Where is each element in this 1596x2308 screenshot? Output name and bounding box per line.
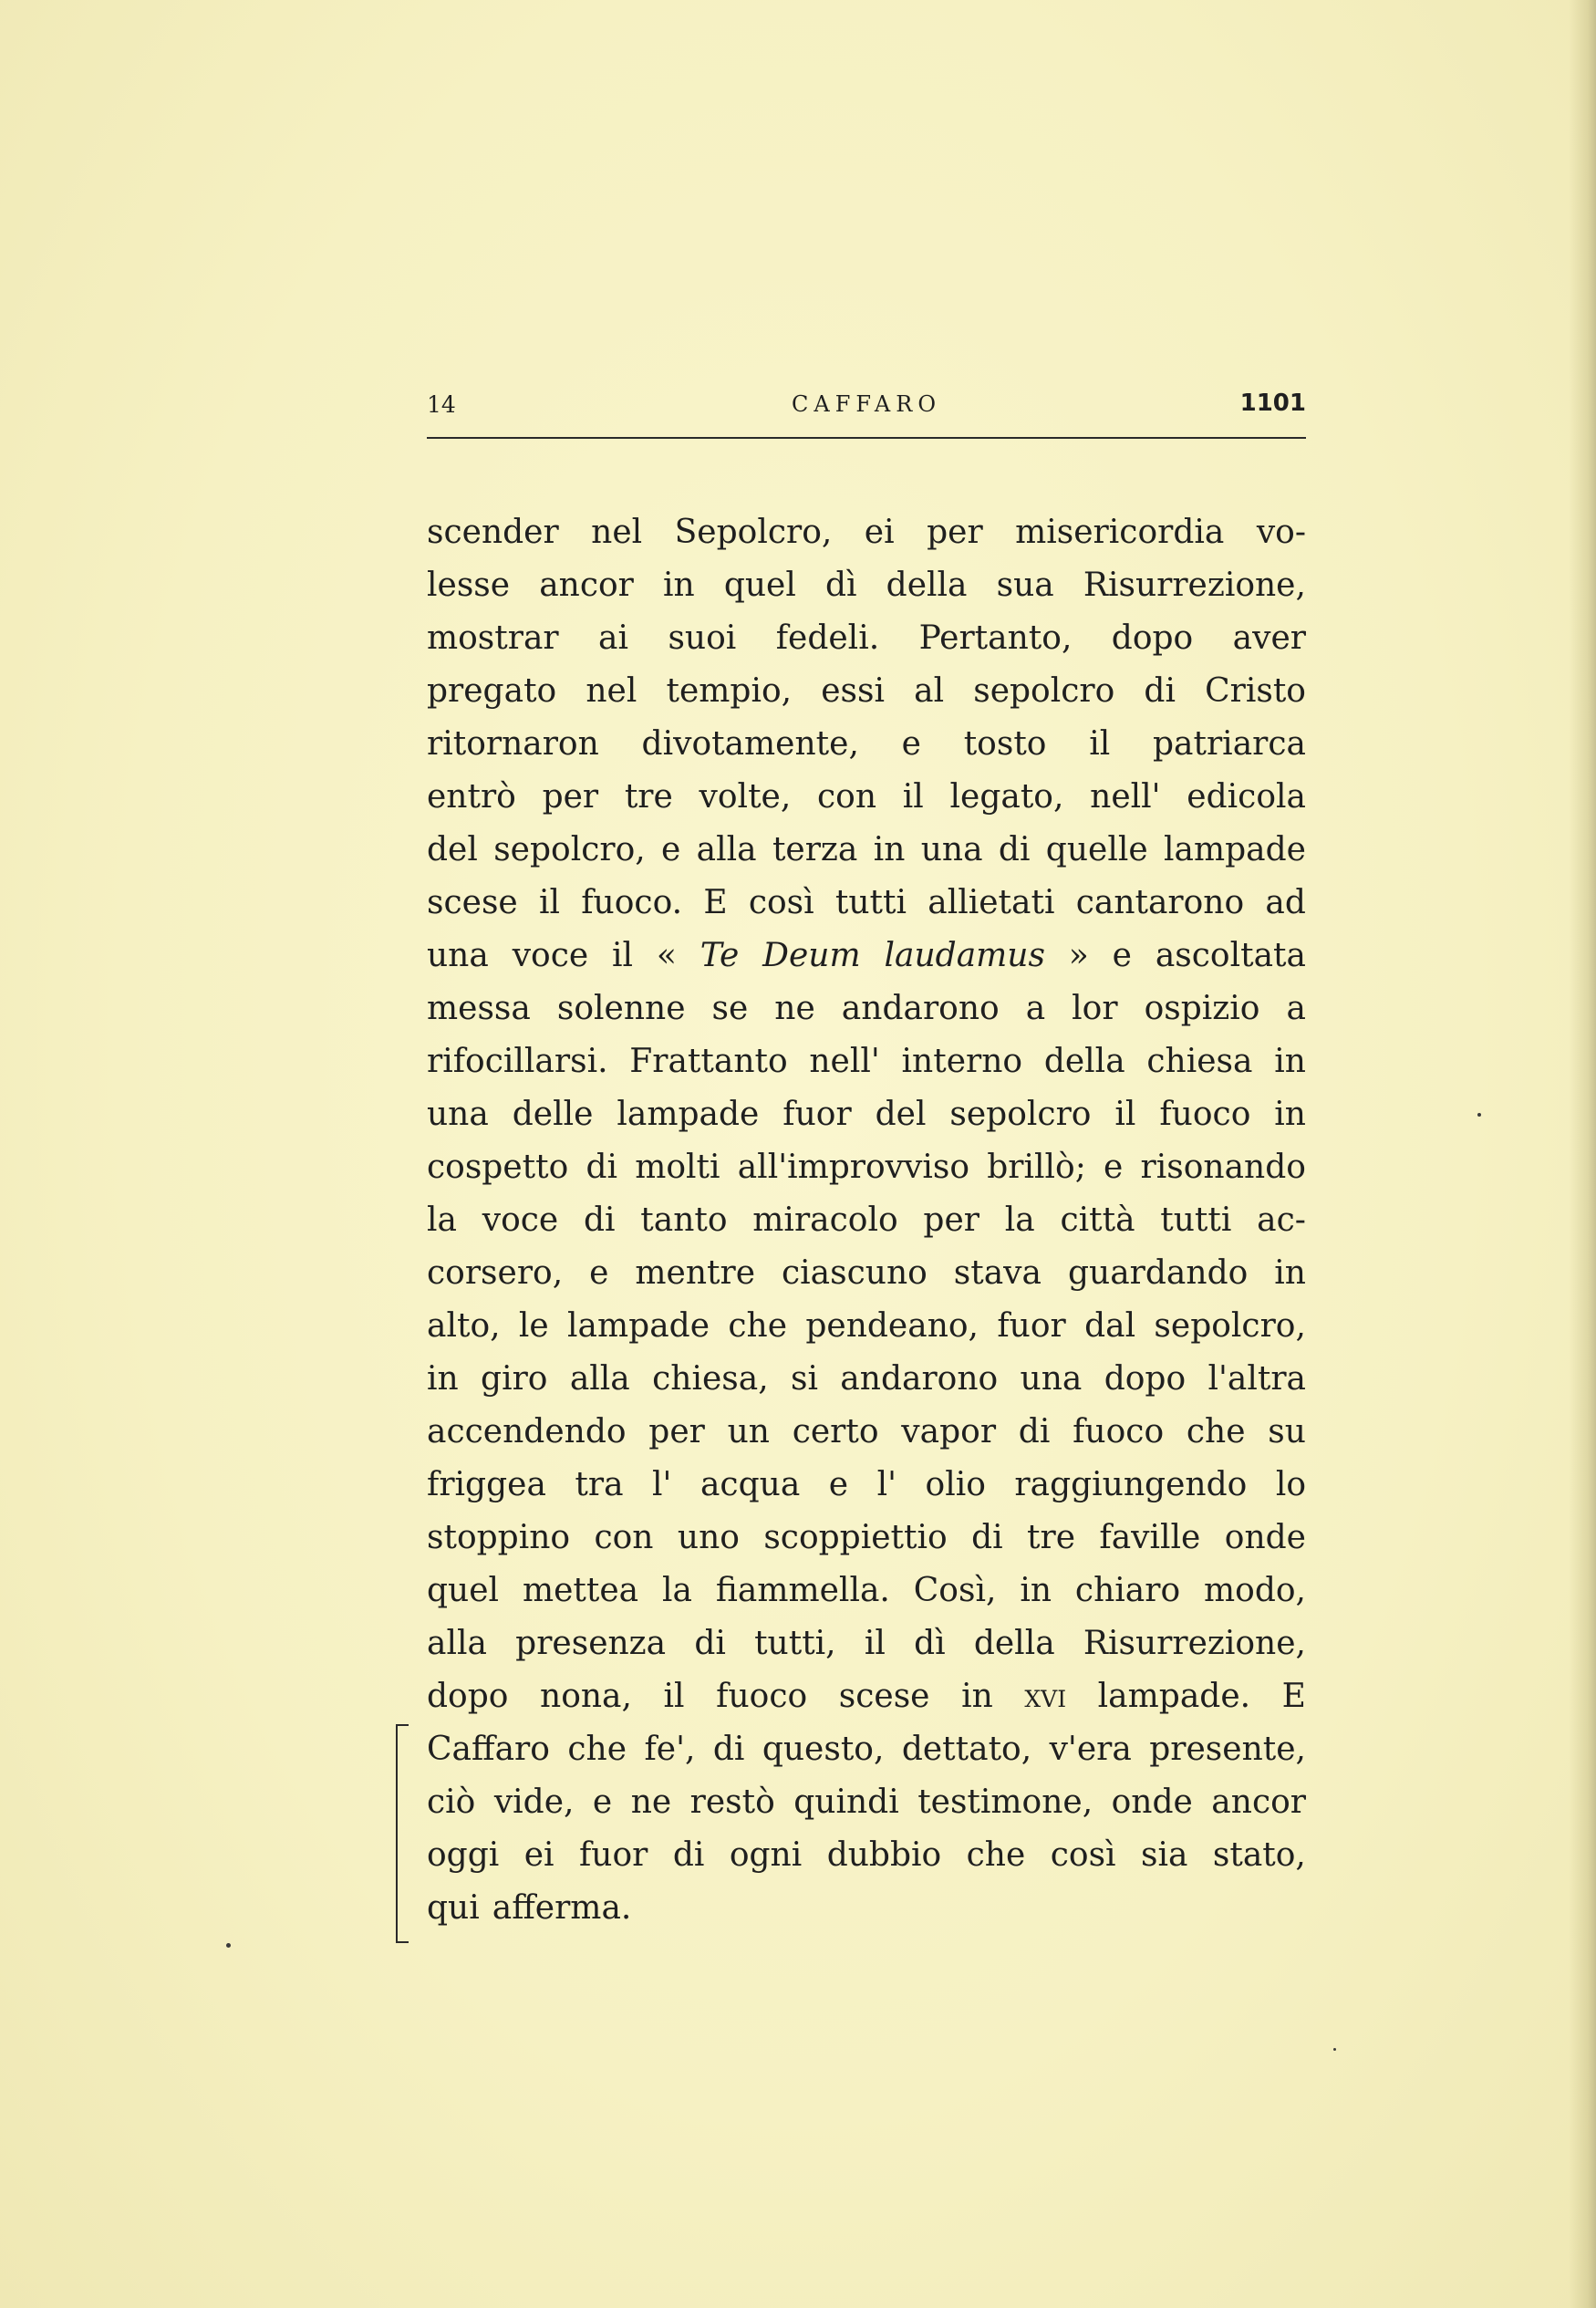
word: messa — [427, 990, 531, 1027]
word: in — [427, 1360, 459, 1398]
word: il — [1089, 725, 1111, 763]
word: tutti, — [754, 1625, 836, 1662]
word: acqua — [700, 1466, 801, 1503]
word: dopo — [1104, 1360, 1187, 1398]
text-line — [427, 1670, 1306, 1723]
word: friggea — [427, 1466, 546, 1503]
word: vapor — [901, 1413, 997, 1450]
word: pregato — [427, 672, 557, 710]
running-header — [427, 388, 1306, 424]
word: lampade — [567, 1307, 710, 1345]
word: alla — [569, 1360, 630, 1398]
word: ei — [523, 1836, 554, 1874]
word: in — [873, 831, 906, 868]
word: terza — [772, 831, 858, 868]
word: giro — [481, 1360, 548, 1398]
word: e — [1112, 937, 1132, 974]
word: Risurrezione, — [1083, 567, 1306, 604]
word: un — [727, 1413, 770, 1450]
word: cantarono — [1075, 884, 1245, 921]
word: della — [886, 567, 968, 604]
text-line — [427, 665, 1306, 718]
word: entrò — [427, 778, 516, 816]
word: lampade. — [1097, 1678, 1251, 1715]
word: delle — [512, 1096, 594, 1133]
text-line — [427, 1247, 1306, 1300]
word: se — [711, 990, 749, 1027]
word: risonando — [1140, 1149, 1306, 1186]
word: afferma. — [492, 1889, 632, 1927]
word: di — [998, 831, 1031, 868]
word: dopo — [1111, 619, 1194, 657]
word: andarono — [841, 990, 1000, 1027]
word: il — [612, 937, 634, 974]
text-line — [427, 559, 1306, 612]
word: la — [1004, 1201, 1035, 1239]
text-line — [427, 506, 1306, 559]
word: nel — [591, 514, 643, 551]
word: l' — [652, 1466, 672, 1503]
word: olio — [925, 1466, 986, 1503]
word: oggi — [427, 1836, 500, 1874]
word: di — [586, 1149, 618, 1186]
word: a — [1286, 990, 1306, 1027]
text-line — [427, 982, 1306, 1035]
word: accendendo — [427, 1413, 627, 1450]
word: dopo — [427, 1678, 509, 1715]
word: su — [1268, 1413, 1306, 1450]
word: tutti — [1160, 1201, 1232, 1239]
word: alto, — [427, 1307, 501, 1345]
word: stava — [953, 1254, 1042, 1292]
word: sua — [996, 567, 1054, 604]
word: di — [712, 1731, 745, 1768]
word: con — [817, 778, 877, 816]
page-number: 14 — [427, 391, 456, 418]
word: testimone, — [917, 1783, 1093, 1821]
word: tra — [575, 1466, 624, 1503]
word: fe', — [644, 1731, 696, 1768]
text-line — [427, 1776, 1306, 1829]
word: che — [966, 1836, 1026, 1874]
paper-speck — [226, 1943, 231, 1948]
word: misericordia — [1015, 514, 1225, 551]
word: allietati — [928, 884, 1055, 921]
word: a — [1025, 990, 1046, 1027]
word: della — [1043, 1043, 1125, 1080]
word: una — [427, 1096, 489, 1133]
running-title: CAFFARO — [792, 391, 941, 417]
word: onde — [1111, 1783, 1193, 1821]
page-edge-shadow — [1569, 0, 1596, 2308]
word: fuoco — [1073, 1413, 1165, 1450]
word: volte, — [699, 778, 792, 816]
word: ciascuno — [781, 1254, 928, 1292]
word: con — [594, 1519, 654, 1556]
word: edicola — [1187, 778, 1306, 816]
word: quindi — [793, 1783, 899, 1821]
word: faville — [1099, 1519, 1201, 1556]
word: di — [672, 1836, 705, 1874]
word: città — [1060, 1201, 1135, 1239]
text-line — [427, 1141, 1306, 1194]
word: scese — [838, 1678, 930, 1715]
margin-bracket — [396, 1724, 416, 1943]
word: xvi — [1024, 1678, 1067, 1715]
word: dì — [824, 567, 857, 604]
word: la — [662, 1572, 692, 1609]
word: pendeano, — [805, 1307, 979, 1345]
word: di — [583, 1201, 616, 1239]
text-line — [427, 1617, 1306, 1670]
word: in — [1020, 1572, 1052, 1609]
word: fiammella. — [715, 1572, 890, 1609]
word: ne — [630, 1783, 672, 1821]
word: si — [790, 1360, 818, 1398]
word: lampade — [1164, 831, 1306, 868]
word: sepolcro, — [1154, 1307, 1306, 1345]
word: quelle — [1045, 831, 1148, 868]
text-line — [427, 1088, 1306, 1141]
word: presenza — [515, 1625, 667, 1662]
word: tutti — [834, 884, 907, 921]
word: sia — [1141, 1836, 1188, 1874]
word: stato, — [1212, 1836, 1306, 1874]
word: sepolcro, — [493, 831, 646, 868]
word: lesse — [427, 567, 511, 604]
word: ospizio — [1144, 990, 1260, 1027]
word: divotamente, — [641, 725, 859, 763]
text-line — [427, 1406, 1306, 1459]
text-line — [427, 612, 1306, 665]
word: ad — [1265, 884, 1306, 921]
word: fedeli. — [775, 619, 880, 657]
word: il — [902, 778, 924, 816]
word: interno — [901, 1043, 1023, 1080]
word: voce — [482, 1201, 559, 1239]
word: in — [663, 567, 695, 604]
word: per — [648, 1413, 705, 1450]
word: molti — [635, 1149, 720, 1186]
text-line — [427, 1194, 1306, 1247]
word: Deum — [762, 937, 861, 974]
word: le — [518, 1307, 549, 1345]
word: vo- — [1256, 514, 1306, 551]
text-line — [427, 1512, 1306, 1565]
word: chiesa, — [652, 1360, 769, 1398]
text-line — [427, 1723, 1306, 1776]
word: quel — [427, 1572, 500, 1609]
word: corsero, — [427, 1254, 564, 1292]
word: fuoco — [1159, 1096, 1251, 1133]
word: una — [427, 937, 489, 974]
text-line — [427, 930, 1306, 982]
word: il — [538, 884, 560, 921]
word: dal — [1084, 1307, 1136, 1345]
word: ne — [774, 990, 815, 1027]
word: » — [1068, 937, 1089, 974]
word: mentre — [635, 1254, 756, 1292]
word: onde — [1224, 1519, 1306, 1556]
word: sepolcro — [973, 672, 1115, 710]
word: l' — [876, 1466, 897, 1503]
word: « — [656, 937, 677, 974]
word: di — [694, 1625, 726, 1662]
word: che — [567, 1731, 627, 1768]
word: chiaro — [1074, 1572, 1181, 1609]
word: rifocillarsi. — [427, 1043, 608, 1080]
word: ancor — [539, 567, 634, 604]
word: mettea — [522, 1572, 639, 1609]
word: Caffaro — [427, 1731, 550, 1768]
word: Cristo — [1205, 672, 1306, 710]
word: il — [1114, 1096, 1136, 1133]
word: tanto — [640, 1201, 728, 1239]
word: della — [973, 1625, 1055, 1662]
word: ei — [864, 514, 895, 551]
word: tosto — [963, 725, 1047, 763]
header-rule — [427, 437, 1306, 439]
word: del — [875, 1096, 927, 1133]
word: al — [914, 672, 945, 710]
word: la — [427, 1201, 457, 1239]
word: dubbio — [826, 1836, 942, 1874]
word: e — [1104, 1149, 1124, 1186]
word: essi — [821, 672, 885, 710]
text-line — [427, 877, 1306, 930]
word: Frattanto — [629, 1043, 788, 1080]
word: fuoco — [716, 1678, 808, 1715]
word: Te — [700, 937, 740, 974]
word: mostrar — [427, 619, 559, 657]
word: tre — [624, 778, 673, 816]
word: in — [1274, 1096, 1306, 1133]
word: in — [1274, 1254, 1306, 1292]
word: v'era — [1049, 1731, 1132, 1768]
word: ancor — [1211, 1783, 1306, 1821]
word: sepolcro — [949, 1096, 1092, 1133]
word: miracolo — [752, 1201, 898, 1239]
word: alla — [696, 831, 757, 868]
word: del — [427, 831, 478, 868]
word: dettato, — [901, 1731, 1032, 1768]
paper-speck — [1333, 2048, 1336, 2051]
word: fuor — [997, 1307, 1066, 1345]
paper-speck — [1477, 1113, 1481, 1117]
text-line — [427, 1300, 1306, 1353]
word: restò — [689, 1783, 775, 1821]
word: di — [971, 1519, 1003, 1556]
word: tre — [1027, 1519, 1075, 1556]
word: brillò; — [987, 1149, 1086, 1186]
word: E — [703, 884, 728, 921]
word: legato, — [949, 778, 1064, 816]
word: il — [663, 1678, 685, 1715]
word: e — [592, 1783, 613, 1821]
word: certo — [792, 1413, 879, 1450]
word: nel — [586, 672, 637, 710]
word: fuor — [578, 1836, 648, 1874]
word: scender — [427, 514, 559, 551]
word: all'improvviso — [737, 1149, 970, 1186]
text-line — [427, 718, 1306, 771]
word: nona, — [540, 1678, 632, 1715]
word: nell' — [809, 1043, 880, 1080]
word: e — [589, 1254, 609, 1292]
word: guardando — [1067, 1254, 1249, 1292]
text-line — [427, 771, 1306, 824]
word: aver — [1232, 619, 1306, 657]
word: suoi — [668, 619, 737, 657]
word: qui — [427, 1889, 480, 1927]
word: raggiungendo — [1014, 1466, 1248, 1503]
word: Pertanto, — [918, 619, 1073, 657]
word: patriarca — [1153, 725, 1306, 763]
word: andarono — [840, 1360, 999, 1398]
word: quel — [723, 567, 796, 604]
text-line — [427, 1565, 1306, 1617]
word: in — [1274, 1043, 1306, 1080]
body-text — [427, 506, 1306, 1935]
word: E — [1281, 1678, 1306, 1715]
word: cospetto — [427, 1149, 569, 1186]
word: così — [748, 884, 814, 921]
word: uno — [677, 1519, 740, 1556]
word: Sepolcro, — [674, 514, 833, 551]
word: scoppiettio — [763, 1519, 948, 1556]
word: in — [961, 1678, 993, 1715]
word: per — [542, 778, 599, 816]
word: Così, — [913, 1572, 997, 1609]
word: chiesa — [1146, 1043, 1253, 1080]
word: scese — [427, 884, 518, 921]
word: solenne — [556, 990, 686, 1027]
text-line — [427, 1882, 1306, 1935]
word: una — [920, 831, 983, 868]
word: Risurrezione, — [1083, 1625, 1306, 1662]
word: così — [1050, 1836, 1116, 1874]
word: di — [1144, 672, 1176, 710]
word: che — [1186, 1413, 1246, 1450]
word: ritornaron — [427, 725, 599, 763]
word: ogni — [729, 1836, 803, 1874]
word: laudamus — [884, 937, 1045, 974]
word: e — [661, 831, 681, 868]
text-line — [427, 1035, 1306, 1088]
word: e — [828, 1466, 849, 1503]
word: per — [923, 1201, 979, 1239]
word: ai — [598, 619, 629, 657]
word: il — [864, 1625, 886, 1662]
word: lampade — [617, 1096, 760, 1133]
word: stoppino — [427, 1519, 571, 1556]
word: nell' — [1090, 778, 1161, 816]
word: alla — [427, 1625, 487, 1662]
text-line — [427, 824, 1306, 877]
word: dì — [914, 1625, 946, 1662]
word: ac- — [1257, 1201, 1306, 1239]
word: l'altra — [1207, 1360, 1306, 1398]
word: ascoltata — [1155, 937, 1306, 974]
text-line — [427, 1829, 1306, 1882]
word: lo — [1275, 1466, 1306, 1503]
word: questo, — [762, 1731, 885, 1768]
word: fuoco. — [581, 884, 683, 921]
word: voce — [512, 937, 589, 974]
word: presente, — [1149, 1731, 1306, 1768]
text-line — [427, 1353, 1306, 1406]
word: modo, — [1204, 1572, 1306, 1609]
word: che — [728, 1307, 788, 1345]
year-marker: 1101 — [1239, 390, 1306, 417]
word: tempio, — [666, 672, 793, 710]
word: ciò — [427, 1783, 476, 1821]
text-line — [427, 1459, 1306, 1512]
word: di — [1018, 1413, 1051, 1450]
word: lor — [1072, 990, 1118, 1027]
word: vide, — [493, 1783, 575, 1821]
word: una — [1020, 1360, 1083, 1398]
word: per — [927, 514, 983, 551]
word: fuor — [782, 1096, 852, 1133]
word: e — [901, 725, 921, 763]
